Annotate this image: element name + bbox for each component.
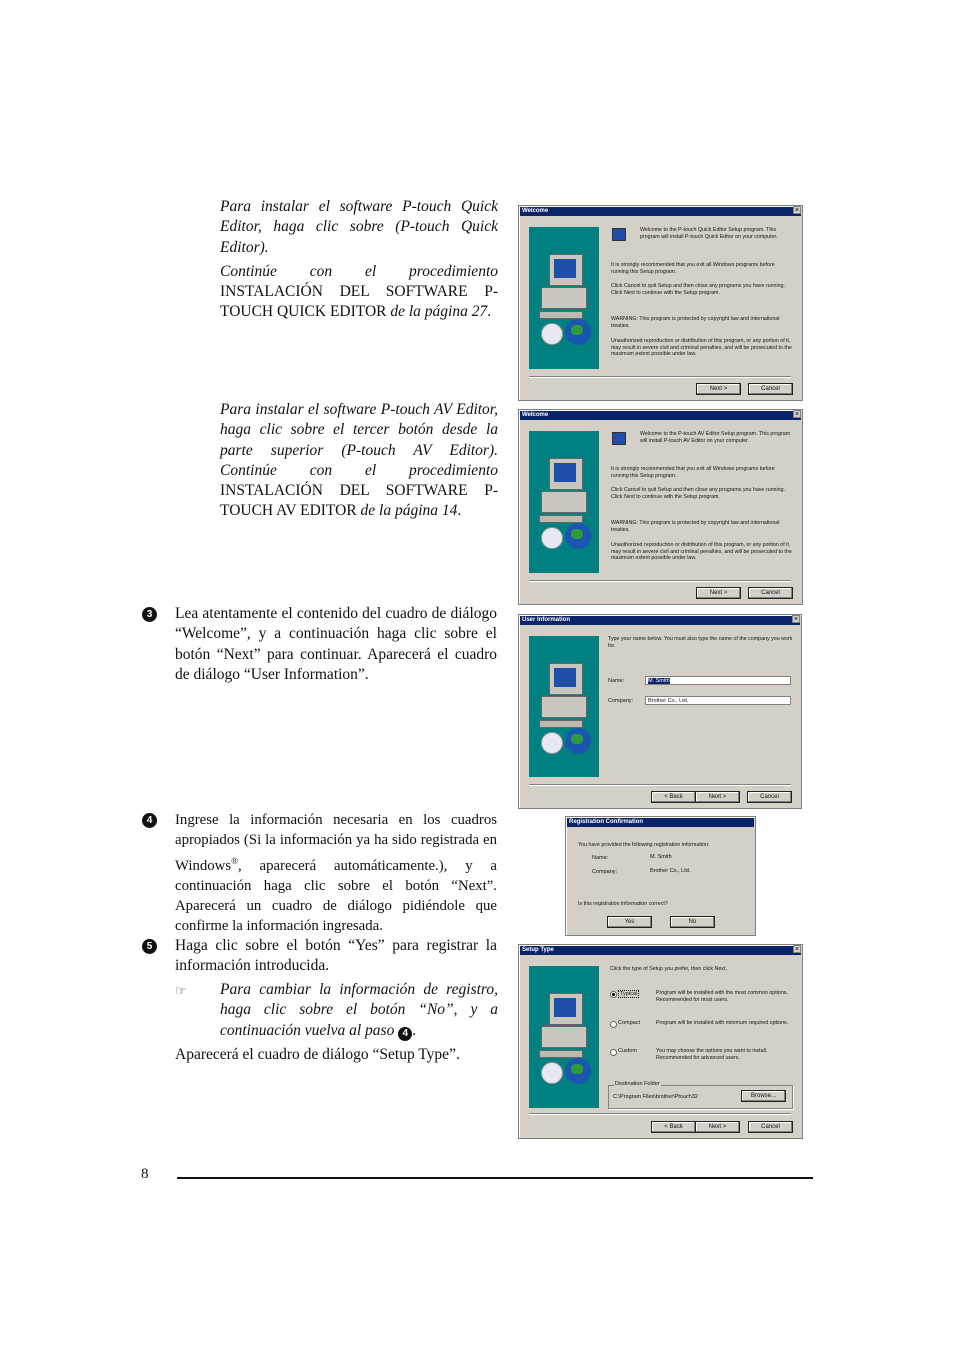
button-separator [529,784,791,786]
button-separator [529,376,791,378]
monitor-icon [549,663,583,695]
title-bar: Setup Type [520,946,801,955]
quick-editor-instruction: Para instalar el software P-touch Quick Editor, haga clic sobre (P-touch Quick Editor). [220,198,498,256]
step-reference-4: 4 [398,1027,412,1041]
page-number: 8 [141,1166,149,1182]
back-button[interactable]: < Back [651,1121,696,1133]
destination-folder-path: C:\Program Files\brother\Ptouch32 [613,1094,698,1100]
step-3-text: Lea atentamente el contenido del cuadro de diálogo “Welcome”, y a continuación haga clic sobre el botón “Next” para continuar. Aparecerá el cuadro de diálogo “User Information”. [175,605,497,683]
registration-question: Is this registration information correct? [578,901,668,907]
button-separator [529,580,791,582]
warning-text: WARNING: This program is protected by copyright law and international treaties. [611,520,780,533]
typical-radio[interactable] [610,991,617,998]
setup-side-graphic [529,431,599,573]
browse-button[interactable]: Browse... [741,1090,786,1102]
monitor-icon [549,458,583,490]
next-button[interactable]: Next > [695,791,740,803]
company-label: Company: [608,698,634,704]
registration-intro: You have provided the following registration information: [578,842,710,848]
cd-icon [541,323,563,345]
quick-editor-continue: Continúe con el procedimiento INSTALACIÓN DEL SOFTWARE P-TOUCH QUICK EDITOR de la página 27. [220,262,498,321]
back-button[interactable]: < Back [651,791,696,803]
company-field[interactable]: Brother Co., Ltd. [645,696,791,705]
computer-icon [541,696,587,718]
reg-company-label: Company: [592,869,618,875]
footer-rule [177,1177,813,1179]
cd-icon [541,527,563,549]
welcome-text: Welcome to the P-touch Quick Editor Setup program. This program will install P-touch Quick Editor on your computer. [640,227,778,240]
setup-icon [612,432,626,445]
title-bar: Welcome [520,411,801,420]
destination-folder-label: Destination Folder [615,1081,660,1087]
section-av-editor [220,400,498,526]
name-value: M. Smith [648,678,670,684]
computer-icon [541,1026,587,1048]
next-button[interactable]: Next > [696,587,741,599]
step-number-4: 4 [142,813,157,828]
reg-name-value: M. Smith [650,854,672,860]
keyboard-icon [539,1050,583,1058]
setup-type-intro: Click the type of Setup you prefer, then click Next. [610,966,727,972]
compact-description: Program will be installed with minimum required options. [656,1020,789,1026]
typical-description: Program will be installed with the most common options. Recommended for most users. [656,990,788,1003]
registration-confirmation-dialog [565,816,756,936]
no-button[interactable]: No [670,916,715,928]
exit-programs-text: It is strongly recommended that you exit all Windows programs before running this Setup program. [611,466,775,479]
legal-text: Unauthorized reproduction or distribution of this program, or any portion of it, may result in severe civil and criminal penalties, and will be prosecuted to the maximum extent possible under law. [611,542,792,562]
warning-text: WARNING: This program is protected by copyright law and international treaties. [611,316,780,329]
button-separator [529,1113,791,1115]
cd-icon [541,1062,563,1084]
custom-radio[interactable] [610,1049,617,1056]
name-field[interactable] [645,676,791,685]
step-5-text: Haga clic sobre el botón “Yes” para registrar la información introducida. [175,937,497,975]
next-button[interactable]: Next > [695,1121,740,1133]
welcome-dialog-quick-editor [518,205,803,401]
close-icon[interactable]: × [794,411,800,418]
keyboard-icon [539,311,583,319]
section-quick-editor [220,197,498,327]
title-bar: Registration Confirmation [567,818,754,827]
yes-button[interactable]: Yes [607,916,652,928]
setup-side-graphic [529,636,599,777]
computer-icon [541,491,587,513]
cancel-info-text: Click Cancel to quit Setup and then close any programs you have running. Click Next to continue with the Setup program. [611,487,786,500]
cd-icon [541,732,563,754]
step-number-3: 3 [142,607,157,622]
step-5-after: Aparecerá el cuadro de diálogo “Setup Type”. [175,1046,460,1063]
av-editor-instruction: Para instalar el software P-touch AV Editor, haga clic sobre el tercer botón desde la parte superior (P-touch AV Editor). Continúe con el procedimiento INSTALACIÓN DEL SOFTWARE P-TOUCH AV EDITOR de la página 14. [220,401,498,520]
cancel-button[interactable]: Cancel [747,791,792,803]
setup-side-graphic [529,227,599,369]
globe-icon [565,1058,591,1084]
cancel-button[interactable]: Cancel [748,1121,793,1133]
custom-label[interactable]: Custom [618,1048,637,1054]
keyboard-icon [539,720,583,728]
compact-label[interactable]: Compact [618,1020,641,1026]
compact-radio[interactable] [610,1021,617,1028]
exit-programs-text: It is strongly recommended that you exit all Windows programs before running this Setup program. [611,262,775,275]
welcome-dialog-av-editor [518,409,803,605]
legal-text: Unauthorized reproduction or distribution of this program, or any portion of it, may result in severe civil and criminal penalties, and will be prosecuted to the maximum extent possible under law. [611,338,792,358]
reg-name-label: Name: [592,855,609,861]
keyboard-icon [539,515,583,523]
cancel-button[interactable]: Cancel [748,383,793,395]
setup-side-graphic [529,966,599,1108]
globe-icon [565,319,591,345]
globe-icon [565,523,591,549]
av-editor-procedure-name: INSTALACIÓN DEL SOFTWARE P-TOUCH AV EDITOR [220,482,498,520]
typical-label[interactable]: Typical [620,991,638,997]
user-information-dialog [518,614,802,809]
next-button[interactable]: Next > [696,383,741,395]
setup-icon [612,228,626,241]
close-icon[interactable]: × [794,946,800,953]
step-5-note: Para cambiar la información de registro, haga clic sobre el botón “No”, y a continuación vuelva al paso 4 . [220,981,498,1039]
quick-editor-procedure-name: INSTALACIÓN DEL SOFTWARE P-TOUCH QUICK EDITOR [220,283,498,321]
reg-company-value: Brother Co., Ltd. [650,868,691,874]
monitor-icon [549,254,583,286]
step-4-text: Ingrese la información necesaria en los cuadros apropiados (Si la información ya ha sido registrada en Windows®, aparecerá automáticamente.), y a continuación haga clic sobre el botón “Next”. Aparecerá un cuadro de diálogo pidiéndole que confirme la información ingresada. [175,812,497,935]
setup-type-dialog [518,944,803,1139]
cancel-info-text: Click Cancel to quit Setup and then close any programs you have running. Click Next to continue with the Setup program. [611,283,786,296]
cancel-button[interactable]: Cancel [748,587,793,599]
name-label: Name: [608,678,625,684]
user-info-intro: Type your name below. You must also type the name of the company you work for. [608,636,793,649]
step-number-5: 5 [142,939,157,954]
custom-description: You may choose the options you want to install. Recommended for advanced users. [656,1048,768,1061]
close-icon[interactable]: × [793,616,799,623]
monitor-icon [549,993,583,1025]
pointing-hand-icon: ☞ [175,983,187,998]
title-bar: User Information [520,616,800,625]
close-icon[interactable]: × [794,207,800,214]
globe-icon [565,728,591,754]
title-bar: Welcome [520,207,801,216]
computer-icon [541,287,587,309]
welcome-text: Welcome to the P-touch AV Editor Setup program. This program will install P-touch AV Editor on your computer. [640,431,791,444]
registered-mark: ® [231,855,238,866]
